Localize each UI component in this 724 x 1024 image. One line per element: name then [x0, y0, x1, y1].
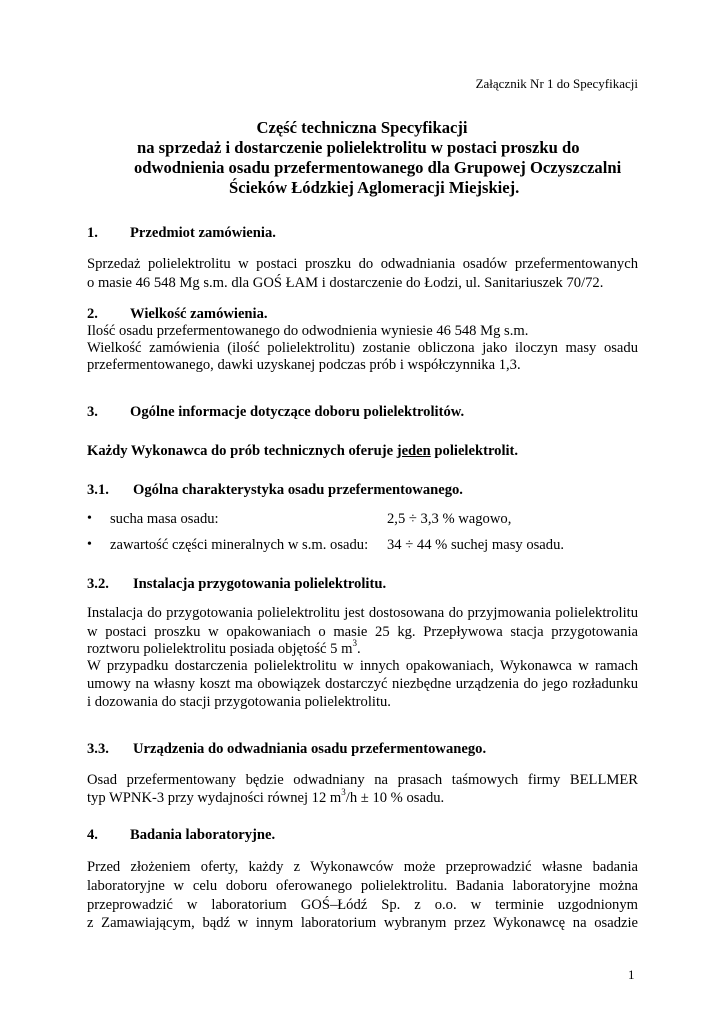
section-4-number: 4. [87, 827, 98, 843]
section-3-2-line-4: W przypadku dostarczenia polielektrolitu w innych opakowaniach, Wykonawca w ramach [87, 658, 638, 674]
section-3-2-line-3-text: roztworu polielektrolitu posiada objętość 5 m [87, 641, 353, 657]
section-4-line-3: przeprowadzić w laboratorium GOŚ–Łódź Sp. z o.o. w terminie uzgodnionym [87, 897, 638, 913]
section-2-line-3: przefermentowanego, dawki uzyskanej podczas prób i współczynnika 1,3. [87, 357, 521, 373]
section-3-heading: Ogólne informacje dotyczące doboru polielektrolitów. [130, 404, 465, 420]
title-line-3: odwodnienia osadu przefermentowanego dla Grupowej Oczyszczalni [134, 158, 622, 177]
annex-label: Załącznik Nr 1 do Specyfikacji [475, 76, 638, 91]
section-4-line-2: laboratoryjne w celu doboru oferowanego polielektrolitu. Badania laboratoryjne można [87, 878, 638, 894]
section-3-2-number: 3.2. [87, 576, 109, 592]
section-3-2-heading: Instalacja przygotowania polielektrolitu. [133, 576, 387, 592]
section-3-number: 3. [87, 404, 98, 420]
title-line-1: Część techniczna Specyfikacji [256, 118, 468, 137]
section-3-2-line-3-end: . [356, 641, 361, 657]
section-3-3-heading: Urządzenia do odwadniania osadu przefermentowanego. [133, 741, 487, 757]
section-3-3-line-2-end: /h ± 10 % osadu. [345, 790, 445, 806]
section-3-3-line-1: Osad przefermentowany będzie odwadniany na prasach taśmowych firmy BELLMER [87, 772, 638, 788]
section-3-note-post: polielektrolit. [430, 443, 519, 459]
section-2-heading: Wielkość zamówienia. [130, 306, 268, 322]
list-item-value: 34 ÷ 44 % suchej masy osadu. [387, 537, 565, 553]
page-number: 1 [628, 967, 635, 982]
section-1-line-1: Sprzedaż polielektrolitu w postaci proszku do odwadniania osadów przefermentowanych [87, 256, 638, 272]
section-3-2-line-3 [87, 638, 361, 658]
bullet-icon: • [87, 537, 92, 552]
section-3-1-heading: Ogólna charakterystyka osadu przefermentowanego. [133, 482, 463, 498]
section-3-2-line-6: i dozowania do stacji przygotowania polielektrolitu. [87, 694, 391, 710]
superscript: 3 [352, 638, 357, 648]
section-4-line-1: Przed złożeniem oferty, każdy z Wykonawców może przeprowadzić własne badania [87, 859, 638, 875]
section-3-3-line-2 [87, 787, 445, 807]
section-1-line-2: o masie 46 548 Mg s.m. dla GOŚ ŁAM i dostarczenie do Łodzi, ul. Sanitariuszek 70/72. [87, 275, 604, 291]
section-3-note [87, 443, 518, 460]
section-4-heading: Badania laboratoryjne. [130, 827, 276, 843]
bullet-icon: • [87, 511, 92, 526]
section-1-number: 1. [87, 225, 98, 241]
section-3-note-pre: Każdy Wykonawca do prób technicznych oferuje [87, 443, 397, 459]
section-3-2-line-2: w postaci proszku w opakowaniach o masie 25 kg. Przepływowa stacja przygotowania [87, 624, 638, 640]
title-line-4: Ścieków Łódzkiej Aglomeracji Miejskiej. [229, 178, 520, 197]
section-3-1-number: 3.1. [87, 482, 109, 498]
section-1-heading: Przedmiot zamówienia. [130, 225, 276, 241]
section-2-number: 2. [87, 306, 98, 322]
section-3-3-number: 3.3. [87, 741, 109, 757]
list-item-label: zawartość części mineralnych w s.m. osadu: [110, 537, 369, 553]
section-3-3-line-2-text: typ WPNK-3 przy wydajności równej 12 m [87, 790, 342, 806]
section-3-2-line-1: Instalacja do przygotowania polielektrolitu jest dostosowana do przyjmowania polielektrolitu [87, 605, 638, 621]
section-3-note-underlined: jeden [396, 443, 431, 459]
section-2-line-2: Wielkość zamówienia (ilość polielektrolitu) zostanie obliczona jako iloczyn masy osadu [87, 340, 638, 356]
section-3-2-line-5: umowy na własny koszt ma obowiązek dostarczyć niezbędne urządzenia do jego rozładunku [87, 676, 638, 692]
section-2-line-1: Ilość osadu przefermentowanego do odwodnienia wyniesie 46 548 Mg s.m. [87, 323, 529, 339]
list-item-label: sucha masa osadu: [110, 511, 219, 527]
superscript: 3 [341, 787, 346, 797]
section-4-line-4: z Zamawiającym, bądź w innym laboratorium wybranym przez Wykonawcę na osadzie [87, 915, 638, 931]
title-line-2: na sprzedaż i dostarczenie polielektrolitu w postaci proszku do [137, 138, 580, 157]
list-item-value: 2,5 ÷ 3,3 % wagowo, [387, 511, 512, 527]
